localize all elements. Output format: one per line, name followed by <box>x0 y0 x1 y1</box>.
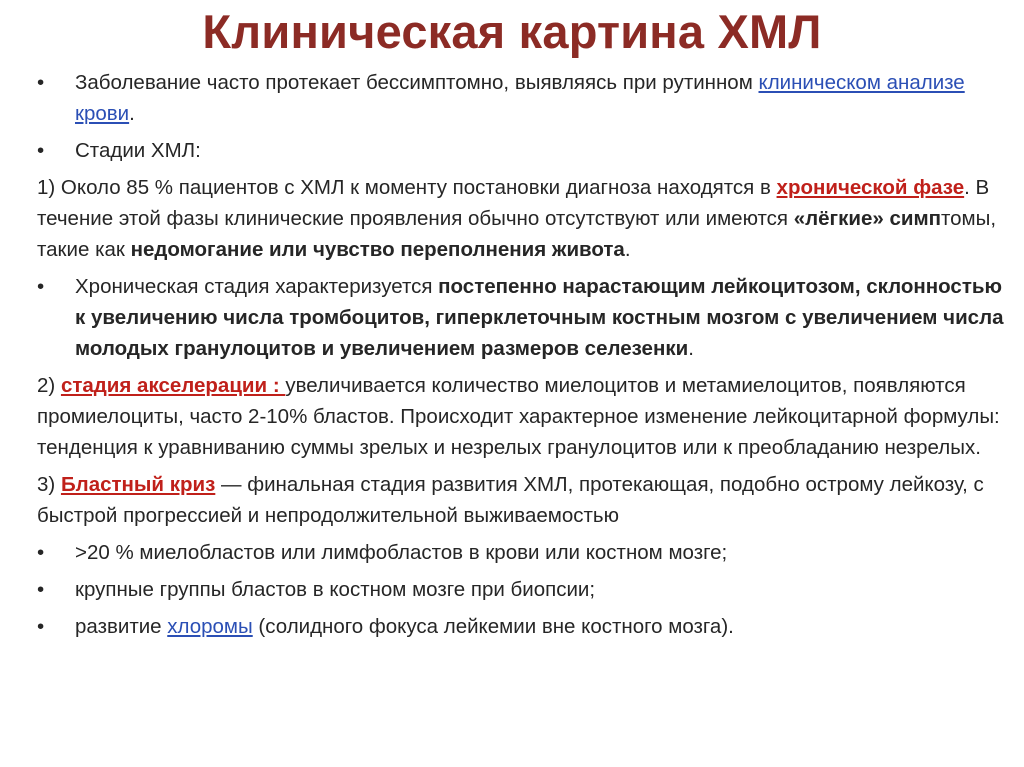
paragraph-acceleration <box>37 370 1012 463</box>
blood-test-link[interactable]: клиническом анализе крови <box>75 71 965 125</box>
paragraph-blast-crisis <box>37 469 1012 531</box>
text: крупные группы бластов в костном мозге при биопсии; <box>75 578 596 601</box>
text: 2) <box>37 374 61 397</box>
paragraph-chronic-phase <box>37 172 1012 265</box>
text: (солидного фокуса лейкемии вне костного мозга). <box>252 615 734 638</box>
text: >20 % миелобластов или лимфобластов в крови или костном мозге; <box>75 541 728 564</box>
text: томы, такие как <box>37 207 997 261</box>
list-item <box>37 574 1012 605</box>
bullet-icon: • <box>37 615 45 638</box>
text: 1) Около 85 % пациентов с ХМЛ к моменту постановки диагноза находятся в <box>37 176 777 199</box>
chloroma-link[interactable]: хлоромы <box>167 615 253 638</box>
list-item <box>37 611 1012 642</box>
text: 3) <box>37 473 61 496</box>
text: Стадии ХМЛ: <box>75 139 201 162</box>
bold-text: недомогание или чувство переполнения живота <box>130 238 625 261</box>
bullet-icon: • <box>37 71 45 94</box>
text: развитие <box>75 615 168 638</box>
paragraph-asymptomatic <box>37 67 1012 129</box>
bold-text: постепенно нарастающим лейкоцитозом, склонностью к увеличению числа тромбоцитов, гиперклеточным костным мозгом с увеличением числа молодых гранулоцитов и увеличением размеров селезенки <box>75 275 1004 360</box>
slide-title: Клиническая картина ХМЛ <box>202 5 822 58</box>
blast-crisis-term: Бластный криз <box>60 473 216 496</box>
text: Хроническая стадия характеризуется <box>75 275 439 298</box>
text: . <box>688 337 694 360</box>
text: . <box>129 102 135 125</box>
list-item <box>37 537 1012 568</box>
text: Заболевание часто протекает бессимптомно, выявляясь при рутинном <box>75 71 759 94</box>
text: увеличивается количество миелоцитов и метамиелоцитов, появляются промиелоциты, часто 2-10% бластов. Происходит характерное изменение лейкоцитарной формулы: тенденция к уравниванию суммы зрелых и незрелых гранулоцитов или к преобладанию незрелых. <box>37 374 1000 459</box>
bullet-icon: • <box>37 578 45 601</box>
text: — финальная стадия развития ХМЛ, протекающая, подобно острому лейкозу, с быстрой прогрессией и непродолжительной выживаемостью <box>37 473 984 527</box>
slide-content <box>37 67 1012 642</box>
bullet-icon: • <box>37 275 45 298</box>
paragraph-stages-heading <box>37 135 1012 166</box>
chronic-phase-term: хронической фазе <box>776 176 965 199</box>
text: . В течение этой фазы клинические проявления обычно отсутствуют или имеются <box>37 176 990 230</box>
text: . <box>624 238 631 261</box>
paragraph-chronic-features <box>37 271 1012 364</box>
bold-text: «лёгкие» симп <box>793 207 941 230</box>
bullet-icon: • <box>37 139 45 162</box>
bullet-icon: • <box>37 541 45 564</box>
acceleration-term: стадия акселерации : <box>60 374 286 397</box>
